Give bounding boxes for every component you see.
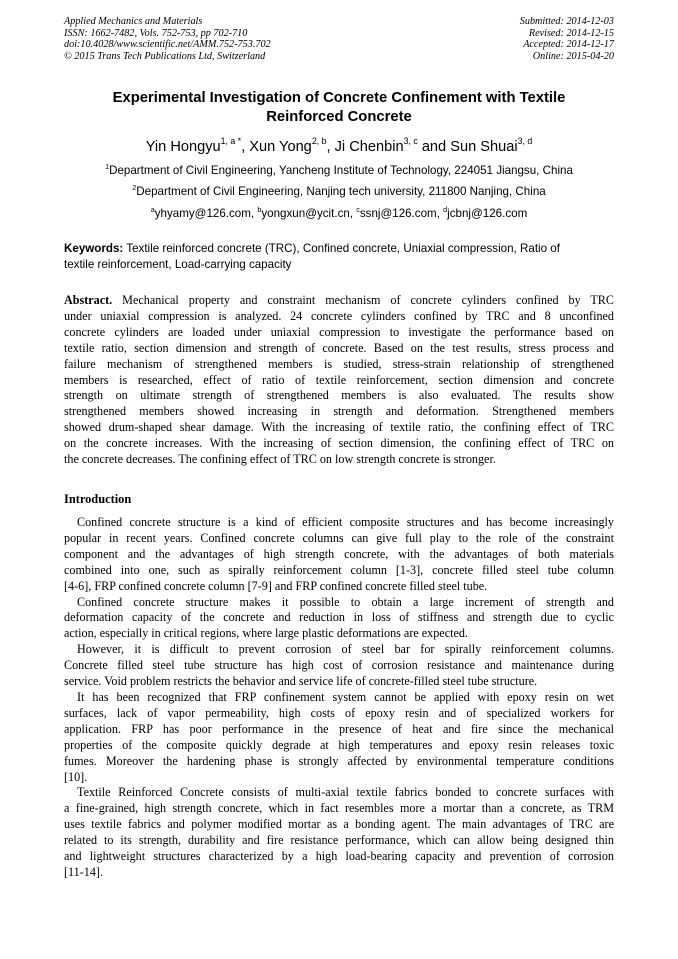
- abstract-line: strengthened members showed increasing in strength and deformation. Strengthened members: [64, 404, 614, 419]
- online-date: Online: 2015-04-20: [532, 50, 614, 62]
- email-text: ssnj@126.com,: [359, 207, 444, 220]
- author-name: Xun Yong: [249, 139, 312, 155]
- doi-line: doi:10.4028/www.scientific.net/AMM.752-753.702: [64, 39, 271, 50]
- author-superscript: 3, d: [517, 136, 533, 147]
- abstract-line: Mechanical property and constraint mechanism of concrete cylinders confined by TRC: [112, 293, 614, 307]
- revised-date: Revised: 2014-12-15: [528, 27, 614, 39]
- author-separator: and: [417, 139, 451, 155]
- title-line-1: Experimental Investigation of Concrete Confinement with Textile: [112, 90, 566, 106]
- intro-line: application. FRP has poor performance in the presence of heat and fire since the mechanical: [64, 721, 614, 736]
- author-name: Yin Hongyu: [145, 139, 221, 155]
- submitted-date: Submitted: 2014-12-03: [519, 16, 614, 27]
- affiliation-1: [64, 163, 614, 179]
- author-name: Ji Chenbin: [334, 139, 404, 155]
- intro-line: fumes. Moreover the hardening phase is strongly affected by environmental temperature conditions: [64, 753, 614, 768]
- email-superscript: c: [356, 205, 360, 215]
- affiliation-superscript: 2: [132, 183, 137, 193]
- intro-line: deformation capacity of the concrete and reduction in loss of stiffness and strength due to cyclic: [64, 610, 614, 625]
- intro-line: related to its strength, durability and fire resistance performance, which can allow being designed thin: [64, 833, 614, 848]
- keywords-text: textile reinforcement, Load-carrying capacity: [64, 258, 292, 272]
- intro-line: combined into one, such as spirally reinforcement column [1-3], concrete filled steel tube column: [64, 562, 614, 577]
- abstract-label: Abstract.: [64, 293, 113, 307]
- author-superscript: 3, c: [403, 136, 418, 147]
- journal-name: Applied Mechanics and Materials: [64, 16, 203, 27]
- intro-line: service. Void problem restricts the behavior and service life of concrete-filled steel tube structure.: [64, 674, 538, 689]
- keywords-text: Textile reinforced concrete (TRC), Confined concrete, Uniaxial compression, Ratio of: [123, 242, 560, 255]
- abstract-line: failure mechanism of strengthened members is studied, stress-strain relationship of strengthened: [64, 356, 614, 371]
- intro-line: It has been recognized that FRP confinement system cannot be applied with epoxy resin on wet: [77, 689, 614, 704]
- intro-line: popular in recent years. Confined concrete columns can give full play to the role of the constraint: [64, 530, 614, 545]
- abstract-line: on the concrete increases. With the increasing of section dimension, the confining effect of TRC on: [64, 436, 614, 451]
- abstract-line: strength on ultimate strength of strengthened members is also evaluated. The results show: [64, 388, 614, 403]
- intro-line: However, it is difficult to prevent corrosion of steel bar for spirally reinforcement columns.: [77, 642, 614, 657]
- author-superscript: 2, b: [311, 136, 327, 147]
- intro-line: [11-14].: [64, 864, 103, 879]
- email-superscript: a: [150, 205, 155, 215]
- intro-line: and lightweight structures characterized by a high load-bearing capacity and prevention of corrosion: [64, 849, 614, 864]
- intro-line: action, especially in critical regions, where large plastic deformations are expected.: [64, 626, 468, 641]
- abstract-line: textile ratio, section dimension and strength of concrete. Based on the test results, stress process and: [64, 340, 614, 355]
- abstract-block: [64, 293, 614, 468]
- affiliation-text: Department of Civil Engineering, Nanjing tech university, 211800 Nanjing, China: [136, 185, 546, 198]
- introduction-block: [64, 515, 614, 881]
- abstract-line: under uniaxial compression is analyzed. 24 concrete cylinders confined by TRC and 8 unconfined: [64, 308, 614, 323]
- paper-title: [64, 89, 614, 127]
- email-text: jcbnj@126.com: [447, 207, 528, 220]
- issn-line: ISSN: 1662-7482, Vols. 752-753, pp 702-710: [64, 27, 248, 39]
- intro-line: component and the advantages of high strength concrete, with the advantages of both materials: [64, 546, 614, 561]
- journal-header-right: [520, 16, 614, 62]
- abstract-line: members is researched, effect of ratio of textile reinforcement, section dimension and concrete: [64, 372, 614, 387]
- abstract-line: concrete cylinders are loaded under uniaxial compression to investigate the performance based on: [64, 324, 614, 339]
- author-separator: ,: [326, 139, 335, 155]
- email-superscript: b: [257, 205, 262, 215]
- affiliation-superscript: 1: [105, 162, 110, 172]
- intro-line: [4-6], FRP confined concrete column [7-9] and FRP confined concrete filled steel tube.: [64, 578, 488, 593]
- author-superscript: 1, a *: [220, 136, 242, 147]
- author-emails: [64, 206, 614, 222]
- abstract-line: the concrete decreases. The confining effect of TRC on low strength concrete is stronger.: [64, 452, 496, 467]
- journal-header-left: [64, 16, 271, 62]
- title-line-2: Reinforced Concrete: [266, 109, 412, 125]
- intro-line: Confined concrete structure is a kind of efficient composite structures and has become increasingly: [77, 515, 614, 529]
- intro-line: uses textile fabrics and polymer modified mortar as a bonding agent. The main advantages of TRC are: [64, 817, 614, 832]
- intro-line: surfaces, lack of vapor permeability, high costs of epoxy resin and of specialized workers for: [64, 705, 614, 720]
- intro-line: [10].: [64, 769, 88, 784]
- copyright-line: © 2015 Trans Tech Publications Ltd, Switzerland: [64, 50, 266, 62]
- email-text: yongxun@ycit.cn,: [261, 207, 357, 220]
- keywords-block: [64, 241, 614, 274]
- intro-line: properties of the composite quickly degrade at high temperatures and epoxy resin releases toxic: [64, 737, 614, 752]
- intro-line: Concrete filled steel tube structure has high cost of corrosion resistance and maintenance during: [64, 658, 614, 673]
- email-superscript: d: [443, 205, 448, 215]
- author-list: [64, 136, 614, 158]
- affiliation-2: [64, 184, 614, 200]
- introduction-heading: Introduction: [64, 492, 132, 506]
- intro-line: a fine-grained, high strength concrete, which in fact resembles more a mortar than a concrete, as TRM: [64, 801, 614, 816]
- author-separator: ,: [241, 139, 250, 155]
- intro-line: Textile Reinforced Concrete consists of multi-axial textile fabrics bonded to concrete surfaces with: [77, 785, 614, 800]
- abstract-line: showed drum-shaped shear damage. With the increasing of textile ratio, the confining effect of TRC: [64, 420, 614, 435]
- accepted-date: Accepted: 2014-12-17: [523, 39, 614, 50]
- email-text: yhyamy@126.com,: [154, 207, 258, 220]
- keywords-label: Keywords:: [64, 242, 124, 255]
- intro-line: Confined concrete structure makes it possible to obtain a large increment of strength and: [77, 594, 614, 609]
- affiliation-text: Department of Civil Engineering, Yancheng Institute of Technology, 224051 Jiangsu, China: [109, 164, 573, 177]
- author-name: Sun Shuai: [450, 139, 518, 155]
